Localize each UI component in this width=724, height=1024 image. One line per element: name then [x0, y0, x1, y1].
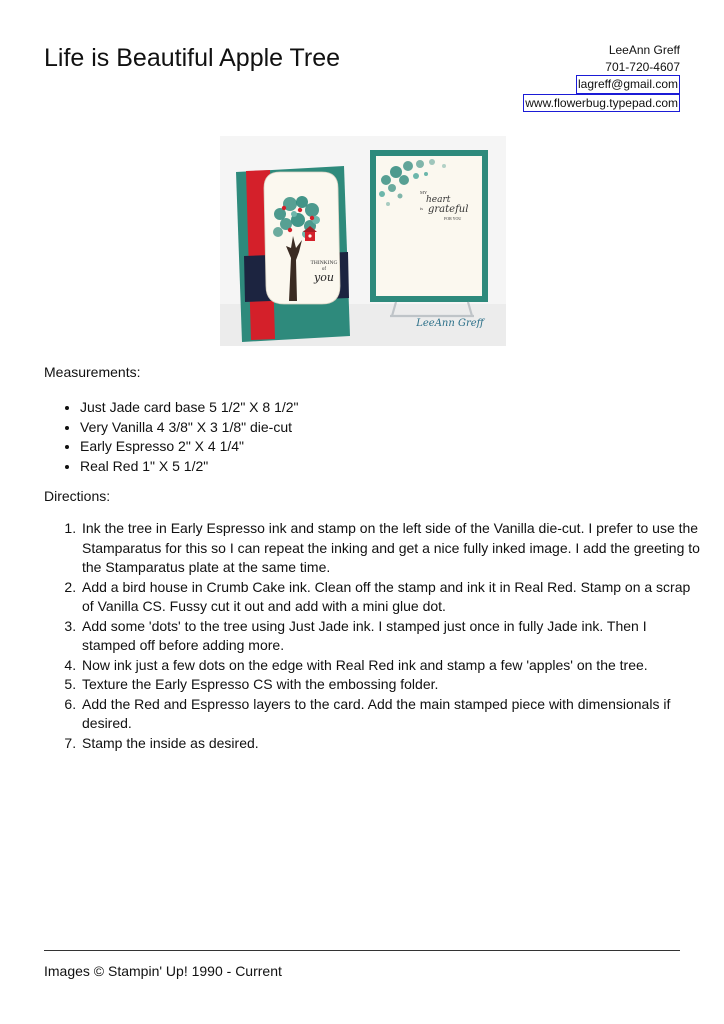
inside-sentiment-line1: MY: [420, 190, 428, 195]
footer-divider: [44, 950, 680, 951]
measurements-list: [64, 398, 299, 476]
measurement-item: • Just Jade card base 5 1/2" X 8 1/2": [80, 398, 299, 418]
watermark: LeeAnn Greff: [416, 318, 484, 329]
direction-step: 3. Add some 'dots' to the tree using Just Jade ink. I stamped just once in fully Jade ink. Then I stamped off before adding more.: [80, 617, 702, 656]
card-photo-illustration: [220, 136, 506, 346]
footer-copyright: Images © Stampin' Up! 1990 - Current: [44, 963, 282, 979]
direction-step: 5. Texture the Early Espresso CS with the embossing folder.: [80, 675, 702, 695]
direction-step: 2. Add a bird house in Crumb Cake ink. Clean off the stamp and ink it in Real Red. Stamp on a scrap of Vanilla CS. Fussy cut it out and add with a mini glue dot.: [80, 578, 702, 617]
front-sentiment-line2: of: [321, 267, 327, 272]
front-sentiment-line1: THINKING: [310, 260, 338, 266]
document-title: Life is Beautiful Apple Tree: [44, 44, 341, 72]
direction-step: 4. Now ink just a few dots on the edge with Real Red ink and stamp a few 'apples' on the tree.: [80, 656, 702, 676]
inside-sentiment-line5: FOR YOU: [444, 216, 462, 221]
contact-phone: 701-720-4607: [605, 59, 680, 74]
directions-heading: Directions:: [44, 488, 111, 504]
website-link[interactable]: www.flowerbug.typepad.com: [523, 94, 680, 113]
contact-name: LeeAnn Greff: [608, 43, 680, 57]
email-link[interactable]: lagreff@gmail.com: [576, 75, 680, 94]
direction-step: 7. Stamp the inside as desired.: [80, 734, 702, 754]
inside-card-panel: [376, 156, 482, 296]
direction-step: 1. Ink the tree in Early Espresso ink and stamp on the left side of the Vanilla die-cut. I prefer to use the Stamparatus for this so I can repeat the inking and get a nice fully inked image. I add the greeting to the Stamparatus plate at the same time.: [80, 519, 702, 578]
measurements-heading: Measurements:: [44, 364, 141, 380]
inside-sentiment-line4: grateful: [428, 204, 469, 215]
inside-sentiment-line3: is: [420, 206, 424, 211]
front-sentiment-line3: you: [314, 271, 334, 284]
measurement-item: • Real Red 1" X 5 1/2": [80, 457, 299, 477]
measurement-item: • Very Vanilla 4 3/8" X 3 1/8" die-cut: [80, 418, 299, 438]
vanilla-die-cut: [264, 172, 340, 304]
inside-sentiment-line2: heart: [426, 195, 451, 205]
measurement-item: • Early Espresso 2" X 4 1/4": [80, 437, 299, 457]
contact-block: [523, 42, 680, 112]
direction-step: 6. Add the Red and Espresso layers to the card. Add the main stamped piece with dimensionals if desired.: [80, 695, 702, 734]
directions-list: [60, 519, 702, 753]
card-photo: [220, 136, 506, 346]
